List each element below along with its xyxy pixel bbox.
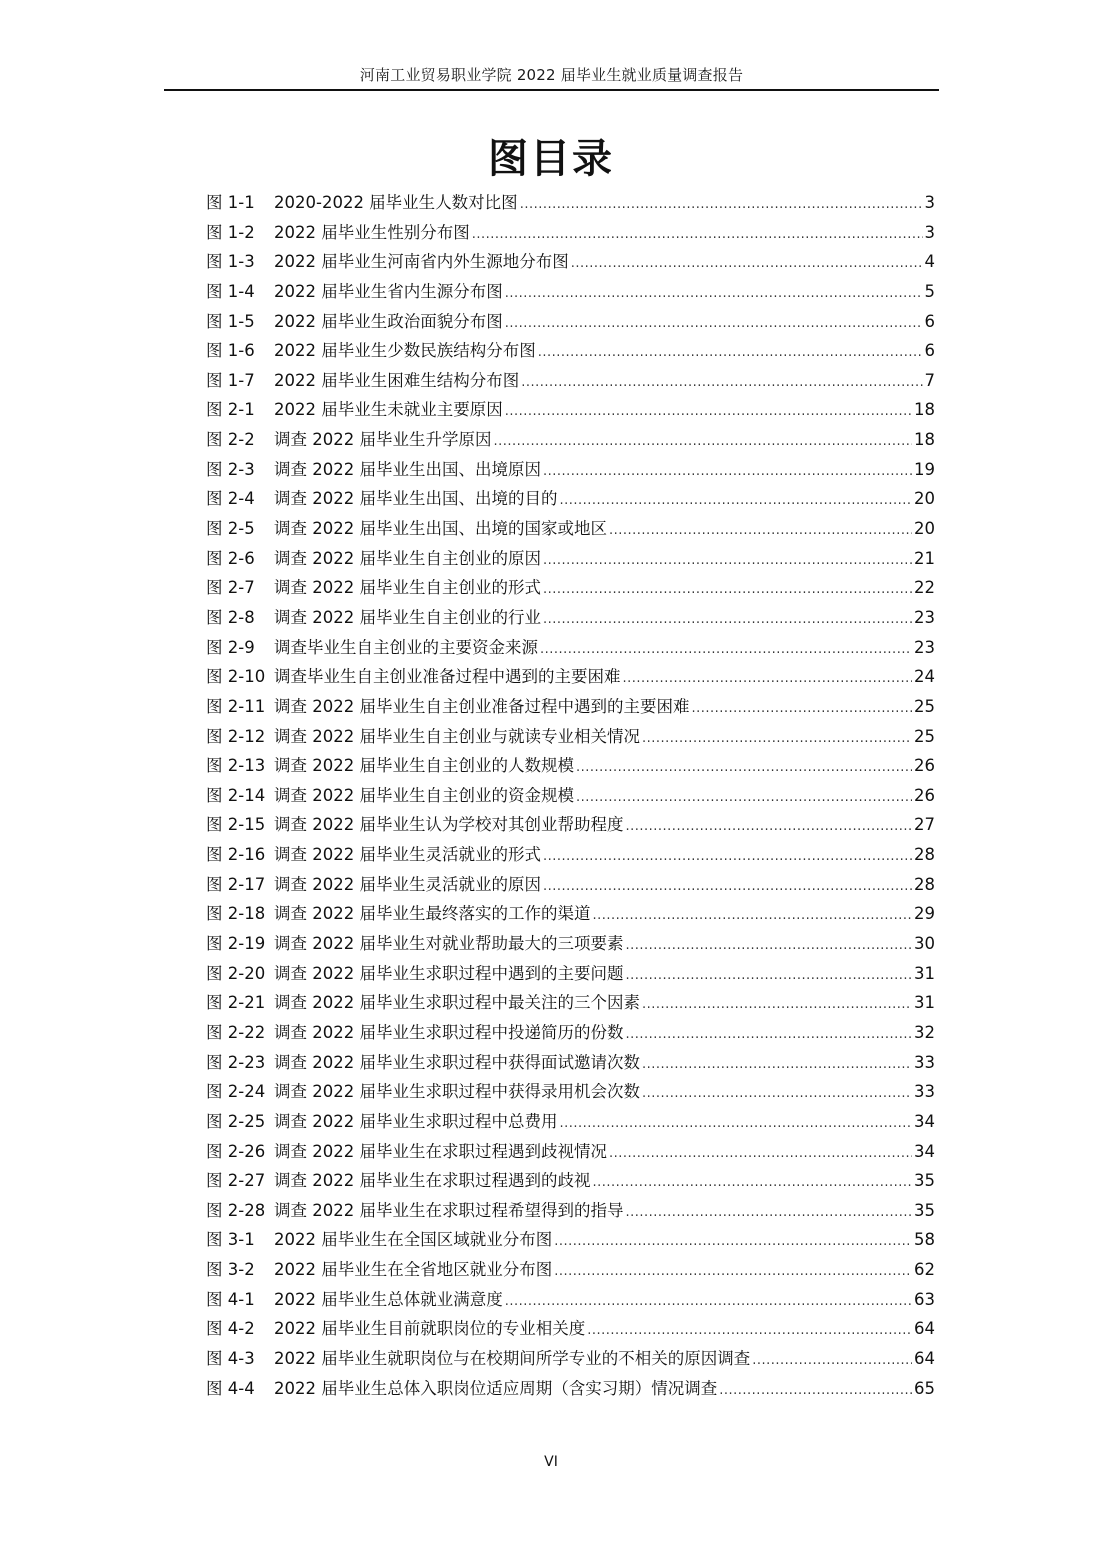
toc-entry-title: 调查毕业生自主创业的主要资金来源 xyxy=(274,637,538,657)
toc-entry-title: 2020-2022 届毕业生人数对比图 xyxy=(274,193,518,212)
toc-leader-dots xyxy=(505,277,923,309)
toc-entry-page: 18 xyxy=(914,400,935,420)
toc-entry[interactable] xyxy=(206,395,935,425)
toc-leader-dots xyxy=(543,573,912,605)
toc-entry-title: 调查 2022 届毕业生在求职过程遇到的歧视 xyxy=(274,1171,591,1191)
toc-entry-page: 26 xyxy=(914,756,935,776)
toc-entry-number: 图 1-4 xyxy=(206,281,255,301)
toc-entry-title: 调查 2022 届毕业生出国、出境的目的 xyxy=(274,489,558,509)
toc-leader-dots xyxy=(587,1314,912,1346)
toc-entry-number: 图 2-19 xyxy=(206,934,266,954)
toc-entry-title: 调查 2022 届毕业生求职过程中最关注的三个因素 xyxy=(274,993,640,1013)
toc-entry-page: 63 xyxy=(914,1289,935,1309)
toc-entry[interactable] xyxy=(206,870,935,900)
toc-entry[interactable] xyxy=(206,1196,935,1226)
toc-entry-number: 图 2-27 xyxy=(206,1171,266,1191)
toc-leader-dots xyxy=(609,1137,912,1169)
toc-entry-title: 2022 届毕业生在全国区域就业分布图 xyxy=(274,1230,553,1250)
toc-entry-title: 2022 届毕业生未就业主要原因 xyxy=(274,400,503,420)
toc-entry-number: 图 2-18 xyxy=(206,904,266,924)
toc-entry[interactable] xyxy=(206,1374,935,1404)
toc-leader-dots xyxy=(576,781,912,813)
toc-entry-page: 18 xyxy=(914,430,935,450)
toc-entry-number: 图 1-3 xyxy=(206,252,255,272)
toc-leader-dots xyxy=(543,840,912,872)
toc-entry-page: 27 xyxy=(914,815,935,835)
running-header: 河南工业贸易职业学院 2022 届毕业生就业质量调查报告 xyxy=(359,66,744,84)
toc-entry-page: 28 xyxy=(914,874,935,894)
toc-entry[interactable] xyxy=(206,1285,935,1315)
toc-entry[interactable] xyxy=(206,988,935,1018)
toc-entry-title: 调查 2022 届毕业生升学原因 xyxy=(274,430,492,450)
toc-entry-title: 调查 2022 届毕业生自主创业的行业 xyxy=(274,607,541,627)
toc-leader-dots xyxy=(559,1107,912,1139)
toc-leader-dots xyxy=(540,633,912,665)
toc-leader-dots xyxy=(543,544,912,576)
toc-entry-number: 图 1-7 xyxy=(206,370,255,390)
toc-entry[interactable] xyxy=(206,1166,935,1196)
toc-entry-number: 图 1-2 xyxy=(206,222,255,242)
toc-entry-number: 图 1-6 xyxy=(206,341,255,361)
toc-entry-page: 24 xyxy=(914,667,935,687)
toc-entry-number: 图 2-17 xyxy=(206,874,266,894)
toc-leader-dots xyxy=(642,1048,912,1080)
toc-leader-dots xyxy=(505,395,912,427)
toc-entry-number: 图 2-6 xyxy=(206,548,255,568)
toc-entry-page: 7 xyxy=(924,370,935,390)
toc-entry[interactable] xyxy=(206,307,935,337)
toc-entry-title: 调查 2022 届毕业生最终落实的工作的渠道 xyxy=(274,904,591,924)
toc-entry-number: 图 2-1 xyxy=(206,400,255,420)
toc-entry-title: 调查 2022 届毕业生求职过程中获得面试邀请次数 xyxy=(274,1052,640,1072)
toc-entry-page: 20 xyxy=(914,519,935,539)
toc-entry[interactable] xyxy=(206,929,935,959)
toc-leader-dots xyxy=(752,1344,912,1376)
toc-entry-number: 图 2-7 xyxy=(206,578,255,598)
toc-leader-dots xyxy=(520,188,923,220)
toc-entry-number: 图 3-2 xyxy=(206,1260,255,1280)
toc-entry-title: 调查 2022 届毕业生出国、出境原因 xyxy=(274,459,541,479)
toc-entry-page: 3 xyxy=(924,222,935,242)
toc-entry[interactable] xyxy=(206,603,935,633)
toc-entry-title: 调查 2022 届毕业生自主创业的资金规模 xyxy=(274,785,574,805)
toc-entry[interactable] xyxy=(206,722,935,752)
toc-leader-dots xyxy=(554,1225,912,1257)
toc-entry[interactable] xyxy=(206,840,935,870)
toc-entry-page: 23 xyxy=(914,637,935,657)
toc-entry[interactable] xyxy=(206,366,935,396)
toc-leader-dots xyxy=(592,1166,912,1198)
toc-entry-page: 58 xyxy=(914,1230,935,1250)
toc-entry[interactable] xyxy=(206,514,935,544)
toc-entry-title: 2022 届毕业生政治面貌分布图 xyxy=(274,311,503,331)
toc-entry[interactable] xyxy=(206,1255,935,1285)
toc-entry[interactable] xyxy=(206,1107,935,1137)
toc-entry-page: 3 xyxy=(924,193,935,212)
toc-leader-dots xyxy=(625,1196,912,1228)
toc-entry[interactable] xyxy=(206,959,935,989)
toc-entry-number: 图 4-3 xyxy=(206,1348,255,1368)
toc-entry-page: 64 xyxy=(914,1348,935,1368)
toc-entry-page: 4 xyxy=(924,252,935,272)
toc-entry[interactable] xyxy=(206,1018,935,1048)
toc-entry-title: 调查 2022 届毕业生自主创业准备过程中遇到的主要困难 xyxy=(274,696,690,716)
toc-entry-number: 图 2-2 xyxy=(206,430,255,450)
toc-entry-number: 图 2-28 xyxy=(206,1200,266,1220)
toc-leader-dots xyxy=(719,1374,912,1406)
toc-entry-title: 调查 2022 届毕业生求职过程中总费用 xyxy=(274,1111,558,1131)
toc-entry[interactable] xyxy=(206,247,935,277)
toc-leader-dots xyxy=(576,751,912,783)
toc-leader-dots xyxy=(609,514,912,546)
toc-entry[interactable] xyxy=(206,425,935,455)
toc-entry-number: 图 1-5 xyxy=(206,311,255,331)
toc-entry-page: 29 xyxy=(914,904,935,924)
toc-entry-page: 6 xyxy=(924,341,935,361)
toc-entry-number: 图 2-3 xyxy=(206,459,255,479)
toc-entry-page: 26 xyxy=(914,785,935,805)
toc-entry-number: 图 2-5 xyxy=(206,519,255,539)
toc-entry-page: 31 xyxy=(914,993,935,1013)
toc-leader-dots xyxy=(625,1018,912,1050)
toc-entry-title: 2022 届毕业生在全省地区就业分布图 xyxy=(274,1260,553,1280)
toc-leader-dots xyxy=(623,662,913,694)
toc-leader-dots xyxy=(505,307,923,339)
toc-entry[interactable] xyxy=(206,1314,935,1344)
page-title: 图目录 xyxy=(488,135,614,182)
toc-leader-dots xyxy=(642,722,912,754)
page-number: VI xyxy=(544,1454,558,1470)
toc-entry-page: 31 xyxy=(914,963,935,983)
toc-entry[interactable] xyxy=(206,633,935,663)
toc-entry-title: 调查 2022 届毕业生自主创业的人数规模 xyxy=(274,756,574,776)
toc-entry-title: 调查 2022 届毕业生认为学校对其创业帮助程度 xyxy=(274,815,624,835)
toc-leader-dots xyxy=(691,692,912,724)
toc-entry[interactable] xyxy=(206,544,935,574)
toc-leader-dots xyxy=(625,959,912,991)
toc-entry[interactable] xyxy=(206,899,935,929)
toc-leader-dots xyxy=(625,810,912,842)
toc-entry[interactable] xyxy=(206,1225,935,1255)
toc-entry-number: 图 2-14 xyxy=(206,785,266,805)
toc-entry[interactable] xyxy=(206,692,935,722)
toc-leader-dots xyxy=(543,870,912,902)
toc-entry-number: 图 2-20 xyxy=(206,963,266,983)
toc-entry-number: 图 1-1 xyxy=(206,193,255,212)
toc-entry-page: 25 xyxy=(914,696,935,716)
toc-entry-title: 调查 2022 届毕业生灵活就业的原因 xyxy=(274,874,541,894)
toc-entry-number: 图 4-2 xyxy=(206,1319,255,1339)
toc-leader-dots xyxy=(543,455,912,487)
toc-entry-number: 图 4-1 xyxy=(206,1289,255,1309)
toc-entry-number: 图 3-1 xyxy=(206,1230,255,1250)
toc-leader-dots xyxy=(543,603,912,635)
toc-entry-page: 62 xyxy=(914,1260,935,1280)
toc-entry-page: 22 xyxy=(914,578,935,598)
toc-entry-number: 图 2-12 xyxy=(206,726,266,746)
toc-entry-page: 21 xyxy=(914,548,935,568)
toc-leader-dots xyxy=(642,1077,912,1109)
toc-entry-number: 图 2-16 xyxy=(206,845,266,865)
toc-entry-page: 64 xyxy=(914,1319,935,1339)
toc-entry[interactable] xyxy=(206,218,935,248)
toc-entry-page: 23 xyxy=(914,607,935,627)
toc-entry-title: 调查 2022 届毕业生求职过程中获得录用机会次数 xyxy=(274,1082,640,1102)
toc-entry-page: 5 xyxy=(924,281,935,301)
toc-entry[interactable] xyxy=(206,277,935,307)
toc-entry-title: 调查 2022 届毕业生求职过程中投递简历的份数 xyxy=(274,1022,624,1042)
toc-entry-title: 2022 届毕业生性别分布图 xyxy=(274,222,470,242)
toc-entry-title: 2022 届毕业生省内生源分布图 xyxy=(274,281,503,301)
toc-entry-page: 25 xyxy=(914,726,935,746)
toc-entry[interactable] xyxy=(206,484,935,514)
toc-entry-number: 图 2-21 xyxy=(206,993,266,1013)
toc-entry-page: 35 xyxy=(914,1200,935,1220)
toc-leader-dots xyxy=(505,1285,912,1317)
toc-entry[interactable] xyxy=(206,1137,935,1167)
toc-leader-dots xyxy=(625,929,912,961)
toc-entry-page: 30 xyxy=(914,934,935,954)
toc-entry-number: 图 2-4 xyxy=(206,489,255,509)
toc-entry[interactable] xyxy=(206,1344,935,1374)
toc-entry-number: 图 2-8 xyxy=(206,607,255,627)
toc-entry-title: 调查 2022 届毕业生出国、出境的国家或地区 xyxy=(274,519,607,539)
toc-entry-number: 图 2-15 xyxy=(206,815,266,835)
toc-entry-title: 调查 2022 届毕业生灵活就业的形式 xyxy=(274,845,541,865)
toc-entry[interactable] xyxy=(206,573,935,603)
toc-entry-number: 图 2-23 xyxy=(206,1052,266,1072)
toc-entry-title: 2022 届毕业生少数民族结构分布图 xyxy=(274,341,536,361)
toc-entry-title: 2022 届毕业生就职岗位与在校期间所学专业的不相关的原因调查 xyxy=(274,1348,751,1368)
toc-entry-number: 图 2-13 xyxy=(206,756,266,776)
toc-entry[interactable] xyxy=(206,1048,935,1078)
toc-leader-dots xyxy=(538,336,923,368)
toc-entry[interactable] xyxy=(206,455,935,485)
toc-entry[interactable] xyxy=(206,188,935,218)
figure-list xyxy=(206,188,935,1403)
toc-entry-page: 65 xyxy=(914,1378,935,1398)
toc-entry-title: 2022 届毕业生目前就职岗位的专业相关度 xyxy=(274,1319,586,1339)
toc-entry-number: 图 2-24 xyxy=(206,1082,266,1102)
toc-entry-number: 图 2-9 xyxy=(206,637,255,657)
toc-entry-title: 调查 2022 届毕业生自主创业的原因 xyxy=(274,548,541,568)
toc-entry-page: 33 xyxy=(914,1082,935,1102)
toc-entry-page: 32 xyxy=(914,1022,935,1042)
toc-entry[interactable] xyxy=(206,810,935,840)
toc-leader-dots xyxy=(559,484,912,516)
toc-entry[interactable] xyxy=(206,662,935,692)
toc-entry-title: 2022 届毕业生总体入职岗位适应周期（含实习期）情况调查 xyxy=(274,1378,718,1398)
toc-leader-dots xyxy=(642,988,912,1020)
toc-entry-number: 图 4-4 xyxy=(206,1378,255,1398)
toc-entry-title: 调查 2022 届毕业生对就业帮助最大的三项要素 xyxy=(274,934,624,954)
toc-entry-page: 6 xyxy=(924,311,935,331)
toc-entry-number: 图 2-25 xyxy=(206,1111,266,1131)
toc-entry-title: 调查毕业生自主创业准备过程中遇到的主要困难 xyxy=(274,667,621,687)
toc-entry-title: 2022 届毕业生困难生结构分布图 xyxy=(274,370,520,390)
toc-entry-title: 2022 届毕业生总体就业满意度 xyxy=(274,1289,503,1309)
toc-entry-number: 图 2-26 xyxy=(206,1141,266,1161)
toc-leader-dots xyxy=(592,899,912,931)
toc-leader-dots xyxy=(493,425,912,457)
toc-leader-dots xyxy=(554,1255,912,1287)
toc-entry-page: 20 xyxy=(914,489,935,509)
toc-entry-number: 图 2-22 xyxy=(206,1022,266,1042)
toc-entry-page: 33 xyxy=(914,1052,935,1072)
header-rule xyxy=(164,89,939,91)
toc-leader-dots xyxy=(472,218,923,250)
toc-entry[interactable] xyxy=(206,1077,935,1107)
toc-entry-number: 图 2-11 xyxy=(206,696,266,716)
toc-entry[interactable] xyxy=(206,781,935,811)
toc-entry-page: 34 xyxy=(914,1111,935,1131)
toc-entry-page: 34 xyxy=(914,1141,935,1161)
toc-entry-title: 调查 2022 届毕业生求职过程中遇到的主要问题 xyxy=(274,963,624,983)
toc-entry-title: 2022 届毕业生河南省内外生源地分布图 xyxy=(274,252,569,272)
toc-entry-title: 调查 2022 届毕业生自主创业的形式 xyxy=(274,578,541,598)
toc-entry-title: 调查 2022 届毕业生自主创业与就读专业相关情况 xyxy=(274,726,640,746)
toc-entry-page: 28 xyxy=(914,845,935,865)
toc-entry[interactable] xyxy=(206,751,935,781)
toc-leader-dots xyxy=(571,247,923,279)
toc-leader-dots xyxy=(521,366,922,398)
toc-entry-page: 19 xyxy=(914,459,935,479)
toc-entry-title: 调查 2022 届毕业生在求职过程遇到歧视情况 xyxy=(274,1141,607,1161)
toc-entry[interactable] xyxy=(206,336,935,366)
toc-entry-title: 调查 2022 届毕业生在求职过程希望得到的指导 xyxy=(274,1200,624,1220)
toc-entry-page: 35 xyxy=(914,1171,935,1191)
toc-entry-number: 图 2-10 xyxy=(206,667,266,687)
